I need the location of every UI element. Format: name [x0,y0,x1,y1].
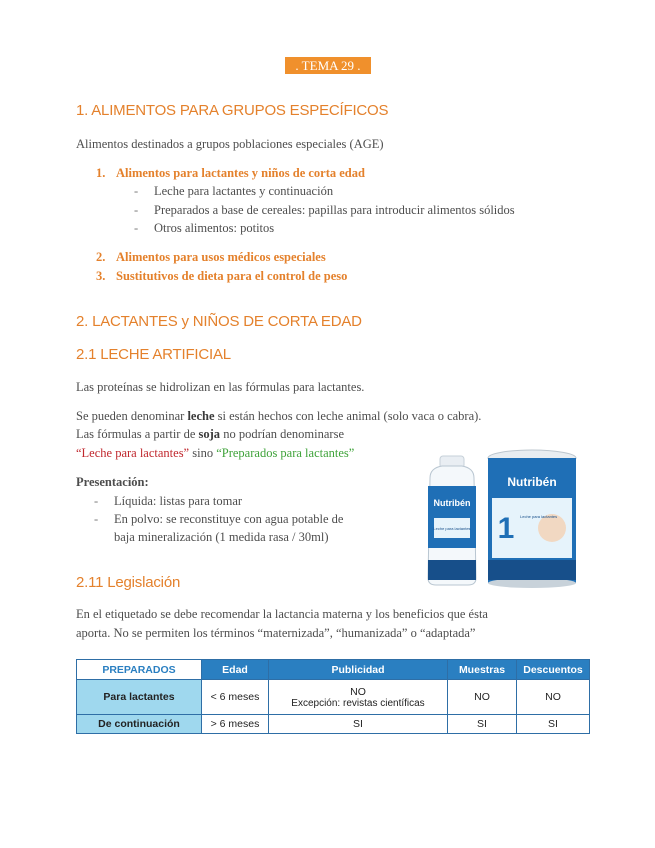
sub-list-label: Preparados a base de cereales: papillas para introducir alimentos sólidos [154,203,515,217]
bold-term: leche [187,409,215,423]
text-run: si están hechos con leche animal (solo vaca o cabra). [214,409,482,423]
table-header: Muestras [448,660,517,680]
table-cell: NO [448,680,517,715]
row-label: De continuación [77,715,202,734]
legislation-table [76,659,590,734]
list-label: Sustitutivos de dieta para el control de peso [116,269,348,283]
svg-text:1: 1 [497,512,515,545]
sub-list-label: Otros alimentos: potitos [154,221,275,235]
subsection-2-11-title: 2.11 Legislación [76,574,181,591]
presentacion-item: - En polvo: se reconstituye con agua potable de [94,512,344,526]
table-header: Edad [202,660,269,680]
sub-list-item: - Otros alimentos: potitos [134,221,275,235]
green-term: “Preparados para lactantes” [216,446,355,460]
table-cell: < 6 meses [202,680,269,715]
paragraph [76,427,344,442]
svg-text:Nutribén: Nutribén [507,475,557,489]
subsection-2-1-title: 2.1 LECHE ARTIFICIAL [76,346,231,363]
sub-list-item: - Leche para lactantes y continuación [134,184,334,198]
cell-line: NO [350,685,366,698]
presentacion-label: Presentación: [76,475,149,489]
text-run: no podrían denominarse [220,427,344,441]
list-item [96,166,365,181]
paragraph [76,409,481,424]
list-number: 1. [96,166,106,180]
paragraph: En el etiquetado se debe recomendar la lactancia materna y los beneficios que ésta [76,607,488,621]
tema-badge: . TEMA 29 . [285,57,371,74]
list-item [96,250,326,265]
list-number: 2. [96,250,106,264]
table-row [77,715,590,734]
sub-list-label: Leche para lactantes y continuación [154,184,334,198]
list-label: Alimentos para lactantes y niños de corta edad [116,166,365,180]
table-cell: SI [448,715,517,734]
list-item [96,269,347,284]
bottle-icon [428,456,476,585]
list-number: 3. [96,269,106,283]
table-cell [269,680,448,715]
section-2-title: 2. LACTANTES y NIÑOS DE CORTA EDAD [76,313,362,330]
table-cell: SI [269,715,448,734]
text-run: Las fórmulas a partir de [76,427,199,441]
table-row [77,680,590,715]
presentacion-text: Líquida: listas para tomar [114,494,243,508]
table-cell: SI [517,715,590,734]
presentacion-text: En polvo: se reconstituye con agua potable de [114,512,344,526]
bold-term: soja [198,427,221,441]
paragraph: Las proteínas se hidrolizan en las fórmulas para lactantes. [76,380,365,394]
svg-text:Leche para lactantes: Leche para lactantes [520,514,558,519]
table-header: Descuentos [517,660,590,680]
text-run: sino [189,446,217,460]
red-term: “Leche para lactantes” [76,446,190,460]
paragraph: aporta. No se permiten los términos “maternizada”, “humanizada” o “adaptada” [76,626,476,640]
table-cell: > 6 meses [202,715,269,734]
text-run: Se pueden denominar [76,409,188,423]
cell-line: Excepción: revistas científicas [291,697,425,709]
sub-list-item: - Preparados a base de cereales: papillas para introducir alimentos sólidos [134,203,515,217]
row-label: Para lactantes [77,680,202,715]
svg-text:Nutribén: Nutribén [433,498,471,508]
presentacion-cont: baja mineralización (1 medida rasa / 30ml) [114,530,329,544]
table-header: Publicidad [269,660,448,680]
table-header: PREPARADOS [77,660,202,680]
table-cell: NO [517,680,590,715]
nutriben-products-image [420,448,585,588]
can-icon [488,450,576,588]
presentacion-item: - Líquida: listas para tomar [94,494,243,508]
svg-text:Leche para lactantes: Leche para lactantes [433,526,471,531]
list-label: Alimentos para usos médicos especiales [116,250,326,264]
paragraph [76,446,354,461]
section-1-title: 1. ALIMENTOS PARA GRUPOS ESPECÍFICOS [76,102,389,119]
table-header-row [77,660,590,680]
section-1-intro: Alimentos destinados a grupos poblaciones especiales (AGE) [76,137,384,151]
